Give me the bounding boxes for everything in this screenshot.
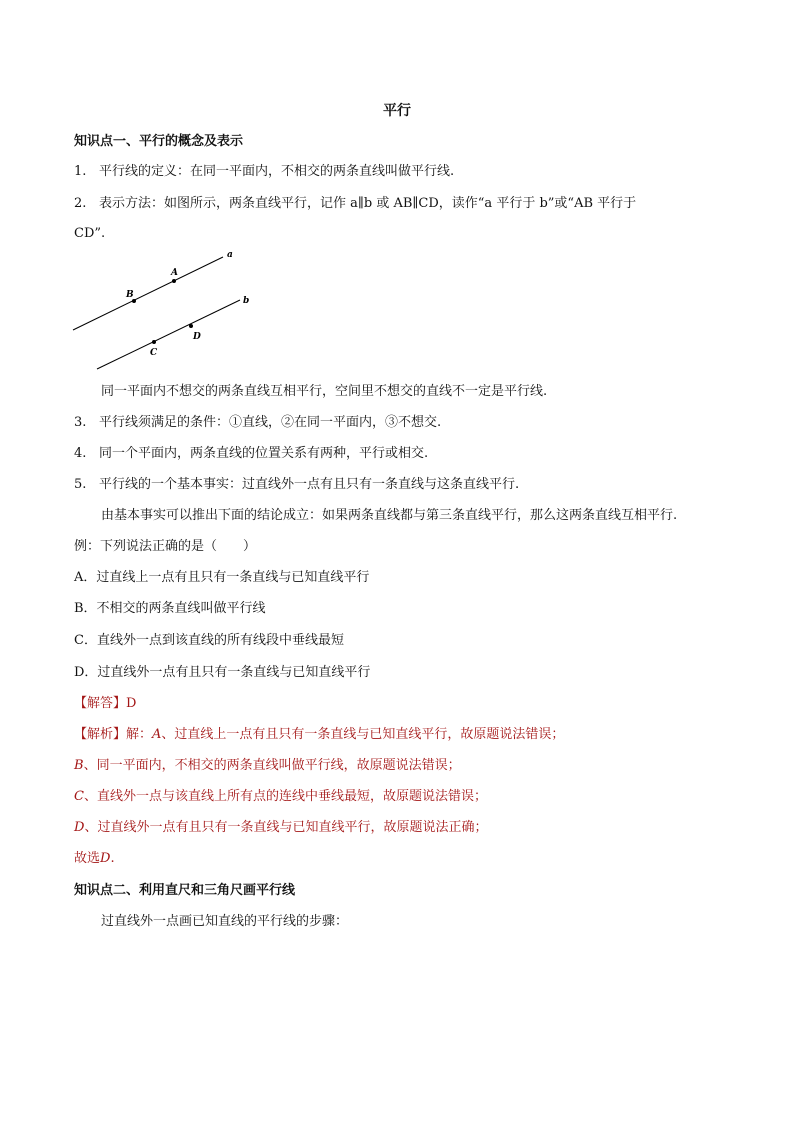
parallel-lines-figure	[60, 245, 270, 375]
item-text: 同一个平面内，两条直线的位置关系有两种，平行或相交.	[99, 446, 429, 461]
section2-text: 过直线外一点画已知直线的平行线的步骤：	[101, 914, 349, 929]
analysis-line-c	[74, 788, 487, 806]
answer-label: 【解答】	[74, 696, 127, 711]
analysis-label: 【解析】	[74, 727, 127, 742]
item-1	[74, 163, 454, 181]
conclusion-text: 由基本事实可以推出下面的结论成立：如果两条直线都与第三条直线平行，那么这两条直线互相平行.	[101, 508, 678, 523]
analysis-text: 、过直线外一点有且只有一条直线与已知直线平行，故原题说法正确；	[84, 820, 488, 835]
section1-heading: 知识点一、平行的概念及表示	[74, 134, 244, 149]
label-C: C	[150, 348, 158, 358]
item-2	[74, 195, 636, 213]
item-number: 2.	[74, 196, 87, 211]
analysis-letter: B	[74, 758, 84, 773]
final-choice	[74, 850, 115, 868]
note-text: 同一平面内不想交的两条直线互相平行，空间里不想交的直线不一定是平行线.	[101, 384, 548, 399]
analysis-prefix: 解：	[126, 727, 153, 742]
item-text: 平行线须满足的条件：①直线，②在同一平面内，③不想交.	[99, 415, 442, 430]
analysis-letter: C	[74, 789, 84, 804]
analysis-letter: A	[152, 727, 162, 742]
item-number: 4.	[74, 446, 87, 461]
item-3	[74, 414, 441, 432]
option-d: D．过直线外一点有且只有一条直线与已知直线平行	[74, 665, 371, 680]
item-5	[74, 476, 519, 494]
example-question: 例：下列说法正确的是（ ）	[74, 539, 257, 554]
option-a: A．过直线上一点有且只有一条直线与已知直线平行	[74, 570, 370, 585]
final-choice-letter: D	[100, 851, 111, 866]
item-number: 5.	[74, 477, 87, 492]
analysis-line-b	[74, 757, 461, 775]
line-b	[97, 300, 240, 369]
label-b: b	[243, 296, 250, 306]
label-D: D	[193, 332, 201, 342]
analysis-text: 、直线外一点与该直线上所有点的连线中垂线最短，故原题说法错误；	[83, 789, 487, 804]
item-text: 平行线的一个基本事实：过直线外一点有且只有一条直线与这条直线平行.	[99, 477, 520, 492]
analysis-text: 、过直线上一点有且只有一条直线与已知直线平行，故原题说法错误；	[161, 727, 565, 742]
analysis-letter: D	[74, 820, 85, 835]
answer-line	[74, 695, 136, 713]
analysis-line-a	[74, 726, 564, 744]
label-a: a	[227, 250, 233, 260]
item-number: 3.	[74, 415, 87, 430]
final-choice-suffix: .	[110, 851, 115, 866]
analysis-line-d	[74, 819, 487, 837]
item-text: 平行线的定义：在同一平面内，不相交的两条直线叫做平行线.	[99, 164, 455, 179]
final-choice-prefix: 故选	[74, 851, 101, 866]
analysis-text: 、同一平面内，不相交的两条直线叫做平行线，故原题说法错误；	[83, 758, 461, 773]
label-A: A	[171, 268, 178, 278]
point-D	[189, 324, 193, 328]
option-c: C．直线外一点到该直线的所有线段中垂线最短	[74, 633, 344, 648]
item-4	[74, 445, 428, 463]
point-C	[152, 340, 156, 344]
item-number: 1.	[74, 164, 87, 179]
label-B: B	[126, 290, 134, 300]
page-title: 平行	[383, 103, 411, 119]
option-b: B．不相交的两条直线叫做平行线	[74, 601, 266, 616]
section2-heading: 知识点二、利用直尺和三角尺画平行线	[74, 883, 296, 898]
item-2-continued: CD”.	[74, 226, 106, 241]
answer-value: D	[126, 696, 137, 711]
point-A	[172, 279, 176, 283]
item-text: 表示方法：如图所示，两条直线平行，记作 a∥b 或 AB∥CD，读作“a 平行于 b”或“AB 平行于	[99, 196, 637, 211]
